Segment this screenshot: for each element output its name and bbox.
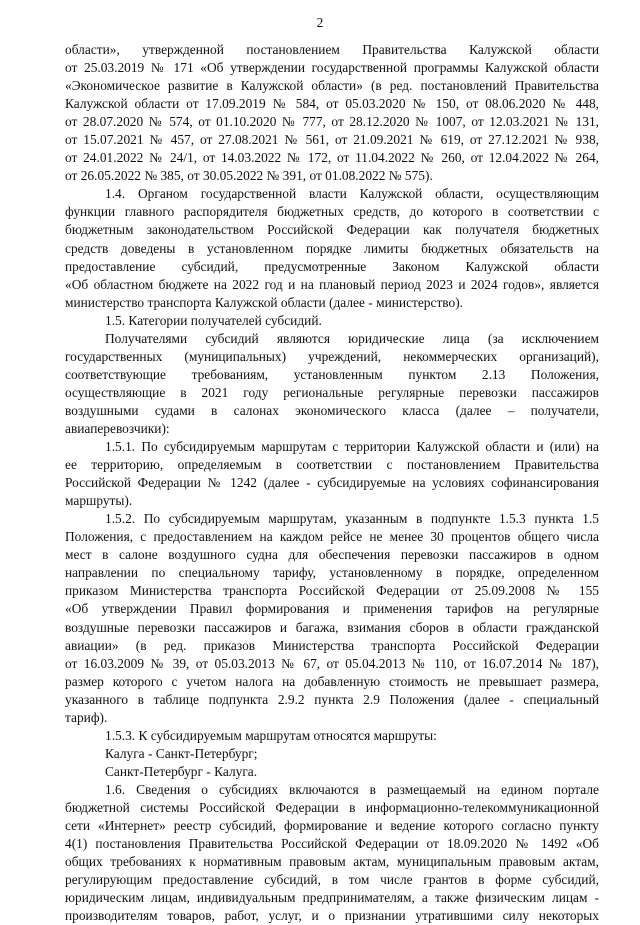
text-line: 1.5. Категории получателей субсидий. — [105, 312, 322, 328]
text-line: функции главного распорядителя бюджетных средств, до которого в соответствии с — [65, 204, 599, 220]
text-line: мест в салоне воздушного судна для обеспечения перевозки пассажиров в одном — [65, 547, 599, 563]
text-line: авиации» (в ред. приказов Министерства транспорта Российской Федерации — [65, 637, 599, 653]
text-line: от 28.07.2020 № 574, от 01.10.2020 № 777, от 28.12.2020 № 1007, от 12.03.2021 № 131, — [65, 114, 599, 130]
text-line: государственных (муниципальных) учреждений, некоммерческих организаций), — [65, 348, 599, 364]
text-line: 1.5.3. К субсидируемым маршрутам относятся маршруты: — [105, 727, 437, 743]
text-line: 1.4. Органом государственной власти Калужской области, осуществляющим — [105, 186, 599, 202]
text-line: ее территорию, определяемым в соответствии с постановлением Правительства — [65, 457, 599, 473]
text-line: воздушные перевозки пассажиров и багажа, взимания сборов в области гражданской — [65, 619, 599, 635]
text-line: размер которого с учетом налога на добавленную стоимость не превышает размера, — [65, 673, 599, 689]
text-line: 1.5.2. По субсидируемым маршрутам, указанным в подпункте 1.5.3 пункта 1.5 — [105, 511, 599, 527]
text-line: Санкт-Петербург - Калуга. — [105, 763, 258, 779]
text-line: от 25.03.2019 № 171 «Об утверждении государственной программы Калужской области — [65, 60, 599, 76]
text-line: бюджетной системы Российской Федерации в информационно-телекоммуникационной — [65, 799, 599, 815]
text-line: Российской Федерации № 1242 (далее - субсидируемые на условиях софинансирования — [65, 475, 599, 491]
text-line: 4(1) постановления Правительства Российской Федерации от 18.09.2020 № 1492 «Об — [65, 836, 599, 852]
text-line: маршруты). — [65, 493, 133, 509]
text-line: регулирующим предоставление субсидий, в том числе грантов в форме субсидий, — [65, 872, 599, 888]
text-line: сети «Интернет» реестр субсидий, формирование и ведение которого согласно пункту — [65, 818, 599, 834]
text-line: от 16.03.2009 № 39, от 05.03.2013 № 67, от 05.04.2013 № 110, от 16.07.2014 № 187), — [65, 655, 599, 671]
text-line: 1.5.1. По субсидируемым маршрутам с территории Калужской области и (или) на — [105, 439, 599, 455]
text-line: предоставление субсидий, предусмотренные Законом Калужской области — [65, 258, 599, 274]
text-line: «Об областном бюджете на 2022 год и на плановый период 2023 и 2024 годов», является — [65, 276, 599, 292]
text-line: от 24.01.2022 № 24/1, от 14.03.2022 № 172, от 11.04.2022 № 260, от 12.04.2022 № 264, — [65, 150, 599, 166]
text-line: тариф). — [65, 709, 108, 725]
text-line: юридическим лицам, индивидуальным предпринимателям, а также физическим лицам - — [65, 890, 599, 906]
text-line: приказом Министерства транспорта Российской Федерации от 25.09.2008 № 155 — [65, 583, 599, 599]
text-line: «Экономическое развитие в Калужской области» (в ред. постановлений Правительства — [65, 78, 599, 94]
page-number: 2 — [316, 15, 324, 30]
text-line: «Об утверждении Правил формирования и применения тарифов на регулярные — [65, 601, 599, 617]
text-line: авиаперевозчики): — [65, 420, 170, 436]
text-line: Положения, с предоставлением на каждом рейсе не менее 30 процентов общего числа — [65, 529, 599, 545]
text-line: бюджетным законодательством Российской Федерации как получателя бюджетных — [65, 222, 599, 238]
text-line: Калужской области от 17.09.2019 № 584, от 05.03.2020 № 150, от 08.06.2020 № 448, — [65, 96, 599, 112]
body-text — [65, 41, 599, 925]
text-line: от 26.05.2022 № 385, от 30.05.2022 № 391, от 01.08.2022 № 575). — [65, 168, 433, 184]
text-line: министерство транспорта Калужской области (далее - министерство). — [65, 294, 464, 310]
text-line: соответствующие требованиям, установленным пунктом 2.13 Положения, — [65, 366, 599, 382]
text-line: от 15.07.2021 № 457, от 27.08.2021 № 561, от 21.09.2021 № 619, от 27.12.2021 № 938, — [65, 132, 599, 148]
text-line: средств доведены в установленном порядке лимиты бюджетных обязательств на — [65, 240, 599, 256]
text-line: указанного в таблице подпункта 2.9.2 пункта 2.9 Положения (далее - специальный — [65, 691, 599, 707]
text-line: 1.6. Сведения о субсидиях включаются в размещаемый на едином портале — [105, 781, 599, 797]
text-line: области», утвержденной постановлением Правительства Калужской области — [65, 42, 599, 57]
text-line: Получателями субсидий являются юридические лица (за исключением — [105, 330, 599, 346]
text-line: осуществляющие в 2021 году региональные регулярные перевозки пассажиров — [65, 384, 599, 400]
text-line: производителям товаров, работ, услуг, и о признании утратившими силу некоторых — [65, 908, 599, 924]
text-line: направлении по специальному тарифу, установленному в порядке, определенном — [65, 565, 599, 581]
text-line: воздушными судами в салонах экономического класса (далее – получатели, — [65, 402, 599, 418]
text-line: Калуга - Санкт-Петербург; — [105, 745, 258, 761]
text-line: общих требованиях к нормативным правовым актам, муниципальным правовым актам, — [65, 854, 599, 870]
